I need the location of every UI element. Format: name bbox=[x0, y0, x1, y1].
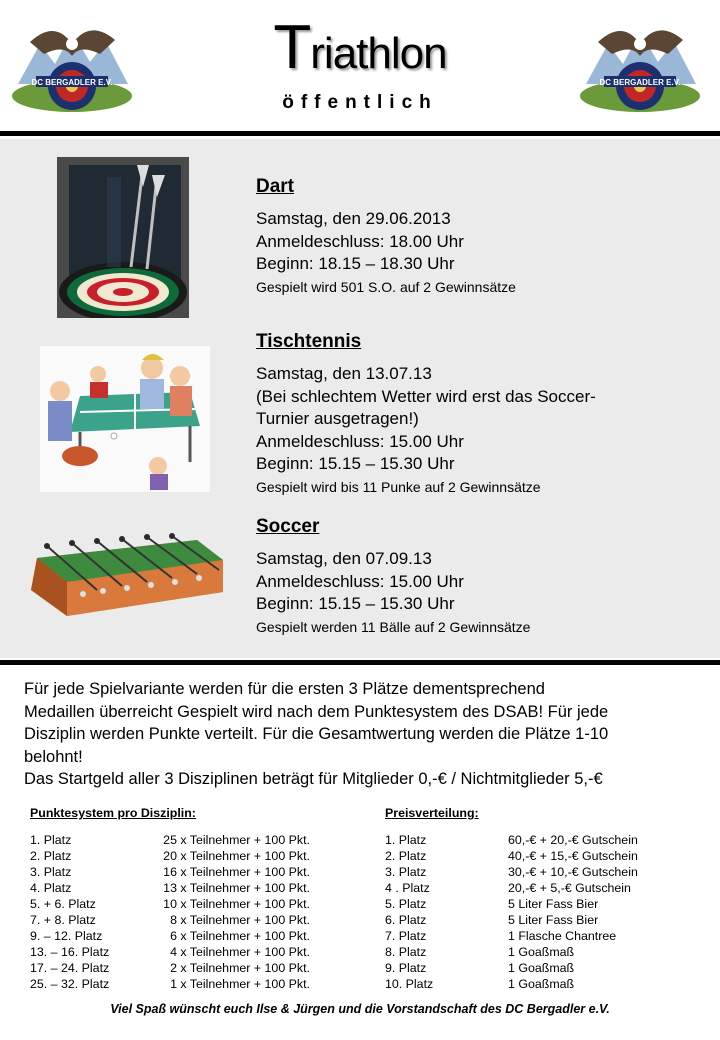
info-line: belohnt! bbox=[24, 747, 83, 766]
top-divider bbox=[0, 131, 720, 136]
table-row bbox=[385, 944, 685, 960]
event-line: Anmeldeschluss: 15.00 Uhr bbox=[256, 571, 464, 591]
info-line: Für jede Spielvariante werden für die ersten 3 Plätze dementsprechend bbox=[24, 680, 545, 698]
table-row bbox=[30, 928, 350, 944]
place-value: 13 x Teilnehmer + 100 Pkt. bbox=[163, 881, 310, 895]
table-row bbox=[385, 832, 685, 848]
place-value: 40,-€ + 15,-€ Gutschein bbox=[508, 849, 638, 863]
place-label: 2. Platz bbox=[30, 849, 72, 863]
table-row bbox=[385, 848, 685, 864]
place-value: 5 Liter Fass Bier bbox=[508, 913, 599, 927]
place-value: 1 Goaßmaß bbox=[508, 977, 575, 991]
place-value: 20 x Teilnehmer + 100 Pkt. bbox=[163, 849, 310, 863]
event-line: Beginn: 18.15 – 18.30 Uhr bbox=[256, 254, 455, 273]
place-label: 5. Platz bbox=[385, 897, 427, 911]
place-value: 16 x Teilnehmer + 100 Pkt. bbox=[163, 865, 310, 879]
place-label: 6. Platz bbox=[385, 913, 427, 927]
table-row bbox=[30, 912, 350, 928]
table-row bbox=[30, 848, 350, 864]
info-paragraph bbox=[24, 678, 704, 791]
event-soccer bbox=[256, 516, 696, 638]
place-label: 17. – 24. Platz bbox=[30, 961, 110, 975]
event-note: Gespielt wird 501 S.O. auf 2 Gewinnsätze bbox=[256, 278, 516, 295]
info-line: Medaillen überreicht Gespielt wird nach dem Punktesystem des DSAB! Für jede bbox=[24, 702, 609, 721]
place-value: 20,-€ + 5,-€ Gutschein bbox=[508, 881, 631, 895]
event-line: Samstag, den 07.09.13 bbox=[256, 549, 432, 568]
event-line: Samstag, den 29.06.2013 bbox=[256, 209, 451, 228]
prize-heading: Preisverteilung: bbox=[385, 806, 479, 820]
table-row bbox=[30, 976, 350, 992]
event-note: Gespielt werden 11 Bälle auf 2 Gewinnsätze bbox=[256, 618, 531, 635]
place-value: 1 Goaßmaß bbox=[508, 945, 575, 959]
soccer-table-image bbox=[27, 530, 227, 620]
event-line: Beginn: 15.15 – 15.30 Uhr bbox=[256, 454, 455, 473]
event-line: (Bei schlechtem Wetter wird erst das Soccer- bbox=[256, 386, 596, 406]
place-value: 1 x Teilnehmer + 100 Pkt. bbox=[170, 977, 310, 991]
place-label: 10. Platz bbox=[385, 977, 434, 991]
event-tischtennis bbox=[256, 331, 696, 498]
table-row bbox=[30, 960, 350, 976]
table-row bbox=[30, 880, 350, 896]
place-label: 8. Platz bbox=[385, 945, 427, 959]
dart-image bbox=[57, 157, 189, 318]
place-label: 7. Platz bbox=[385, 929, 427, 943]
place-value: 10 x Teilnehmer + 100 Pkt. bbox=[163, 897, 310, 911]
logo-text: DC BERGADLER E.V. bbox=[31, 78, 113, 87]
prize-table bbox=[385, 806, 685, 992]
table-row bbox=[385, 880, 685, 896]
place-value: 6 x Teilnehmer + 100 Pkt. bbox=[170, 929, 310, 943]
points-heading: Punktesystem pro Disziplin: bbox=[30, 806, 196, 820]
event-dart bbox=[256, 176, 696, 298]
page-subtitle: öffentlich bbox=[282, 92, 438, 113]
place-label: 5. + 6. Platz bbox=[30, 897, 96, 911]
place-label: 7. + 8. Platz bbox=[30, 913, 96, 927]
event-line: Anmeldeschluss: 18.00 Uhr bbox=[256, 231, 464, 251]
place-label: 13. – 16. Platz bbox=[30, 945, 110, 959]
place-value: 1 Goaßmaß bbox=[508, 961, 575, 975]
table-row bbox=[385, 960, 685, 976]
place-value: 4 x Teilnehmer + 100 Pkt. bbox=[170, 945, 310, 959]
table-row bbox=[30, 864, 350, 880]
place-label: 9. Platz bbox=[385, 961, 427, 975]
footer-text: Viel Spaß wünscht euch Ilse & Jürgen und die Vorstandschaft des DC Bergadler e.V. bbox=[110, 1002, 610, 1016]
info-line: Das Startgeld aller 3 Disziplinen beträgt für Mitglieder 0,-€ / Nichtmitglieder 5,-€ bbox=[24, 770, 603, 788]
title-rest: riathlon bbox=[310, 29, 447, 78]
place-value: 8 x Teilnehmer + 100 Pkt. bbox=[170, 913, 310, 927]
event-line: Beginn: 15.15 – 15.30 Uhr bbox=[256, 594, 455, 613]
table-row bbox=[385, 864, 685, 880]
bottom-divider bbox=[0, 660, 720, 665]
logo-text: DC BERGADLER E.V. bbox=[599, 78, 681, 87]
event-title: Soccer bbox=[256, 516, 320, 537]
place-label: 1. Platz bbox=[385, 833, 427, 847]
place-label: 3. Platz bbox=[385, 865, 427, 879]
table-row bbox=[30, 944, 350, 960]
table-row bbox=[385, 928, 685, 944]
table-row bbox=[30, 896, 350, 912]
place-label: 4. Platz bbox=[30, 881, 72, 895]
title-initial: T bbox=[273, 13, 311, 82]
event-title: Tischtennis bbox=[256, 331, 362, 352]
page-title bbox=[0, 12, 720, 83]
place-label: 25. – 32. Platz bbox=[30, 977, 110, 991]
place-label: 9. – 12. Platz bbox=[30, 929, 103, 943]
place-label: 2. Platz bbox=[385, 849, 427, 863]
place-value: 60,-€ + 20,-€ Gutschein bbox=[508, 833, 638, 847]
table-row bbox=[385, 896, 685, 912]
table-row bbox=[385, 976, 685, 992]
place-label: 4 . Platz bbox=[385, 881, 430, 895]
points-table bbox=[30, 806, 350, 992]
place-value: 1 Flasche Chantree bbox=[508, 929, 617, 943]
place-label: 3. Platz bbox=[30, 865, 72, 879]
event-line: Turnier ausgetragen!) bbox=[256, 409, 419, 428]
place-value: 25 x Teilnehmer + 100 Pkt. bbox=[163, 833, 310, 847]
event-line: Samstag, den 13.07.13 bbox=[256, 364, 432, 383]
event-line: Anmeldeschluss: 15.00 Uhr bbox=[256, 431, 464, 451]
table-tennis-image bbox=[40, 346, 210, 492]
info-line: Disziplin werden Punkte verteilt. Für die Gesamtwertung werden die Plätze 1-10 bbox=[24, 725, 609, 743]
table-row bbox=[30, 832, 350, 848]
place-label: 1. Platz bbox=[30, 833, 72, 847]
place-value: 2 x Teilnehmer + 100 Pkt. bbox=[170, 961, 310, 975]
table-row bbox=[385, 912, 685, 928]
event-title: Dart bbox=[256, 176, 295, 197]
event-note: Gespielt wird bis 11 Punke auf 2 Gewinnsätze bbox=[256, 478, 541, 495]
place-value: 30,-€ + 10,-€ Gutschein bbox=[508, 865, 638, 879]
place-value: 5 Liter Fass Bier bbox=[508, 897, 599, 911]
